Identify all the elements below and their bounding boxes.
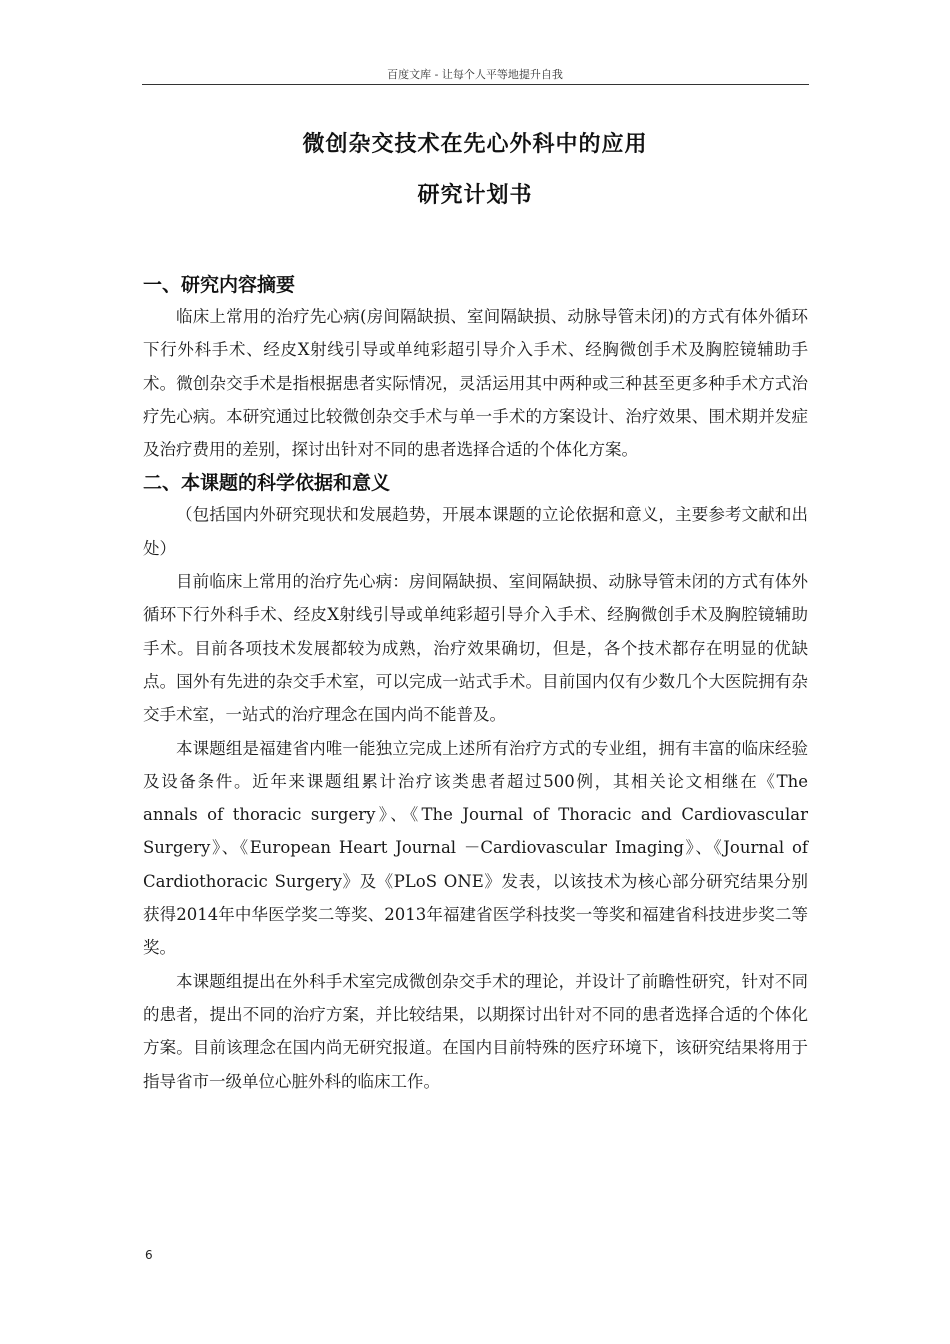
document-subtitle: 研究计划书	[417, 183, 533, 208]
section-scientific-basis	[143, 468, 808, 1097]
paragraph-note: （包括国内外研究现状和发展趋势，开展本课题的立论依据和意义，主要参考文献和出处）	[143, 505, 808, 558]
document-body	[143, 270, 808, 1098]
paragraph: 本课题组是福建省内唯一能独立完成上述所有治疗方式的专业组，拥有丰富的临床经验及设备条件。近年来课题组累计治疗该类患者超过500例，其相关论文相继在《The annals of thoracic surgery》、《The Journal of Thoracic and Cardiovascular Surgery》、《European Heart Journal －Cardiovascular Imaging》、《Journal of Cardiothoracic Surgery》及《PLoS ONE》发表，以该技术为核心部分研究结果分别获得2014年中华医学奖二等奖、2013年福建省医学科技奖一等奖和福建省科技进步奖二等奖。	[143, 738, 808, 958]
section-heading: 一、研究内容摘要	[143, 274, 296, 296]
header-divider	[142, 84, 809, 85]
paragraph: 本课题组提出在外科手术室完成微创杂交手术的理论，并设计了前瞻性研究，针对不同的患者，提出不同的治疗方案，并比较结果，以期探讨出针对不同的患者选择合适的个体化方案。目前该理念在国内尚无研究报道。在国内目前特殊的医疗环境下，该研究结果将用于指导省市一级单位心脏外科的临床工作。	[143, 971, 808, 1091]
page-header: 百度文库 - 让每个人平等地提升自我	[387, 68, 563, 81]
document-title: 微创杂交技术在先心外科中的应用	[302, 132, 648, 157]
section-summary	[143, 270, 808, 466]
page-number: 6	[145, 1248, 153, 1262]
paragraph: 临床上常用的治疗先心病(房间隔缺损、室间隔缺损、动脉导管未闭)的方式有体外循环下行外科手术、经皮X射线引导或单纯彩超引导介入手术、经胸微创手术及胸腔镜辅助手术。微创杂交手术是指根据患者实际情况，灵活运用其中两种或三种甚至更多种手术方式治疗先心病。本研究通过比较微创杂交手术与单一手术的方案设计、治疗效果、围术期并发症及治疗费用的差别，探讨出针对不同的患者选择合适的个体化方案。	[143, 307, 808, 460]
section-heading: 二、本课题的科学依据和意义	[143, 472, 391, 495]
paragraph: 目前临床上常用的治疗先心病：房间隔缺损、室间隔缺损、动脉导管未闭的方式有体外循环下行外科手术、经皮X射线引导或单纯彩超引导介入手术、经胸微创手术及胸腔镜辅助手术。目前各项技术发展都较为成熟，治疗效果确切，但是，各个技术都存在明显的优缺点。国外有先进的杂交手术室，可以完成一站式手术。目前国内仅有少数几个大医院拥有杂交手术室，一站式的治疗理念在国内尚不能普及。	[143, 572, 808, 725]
